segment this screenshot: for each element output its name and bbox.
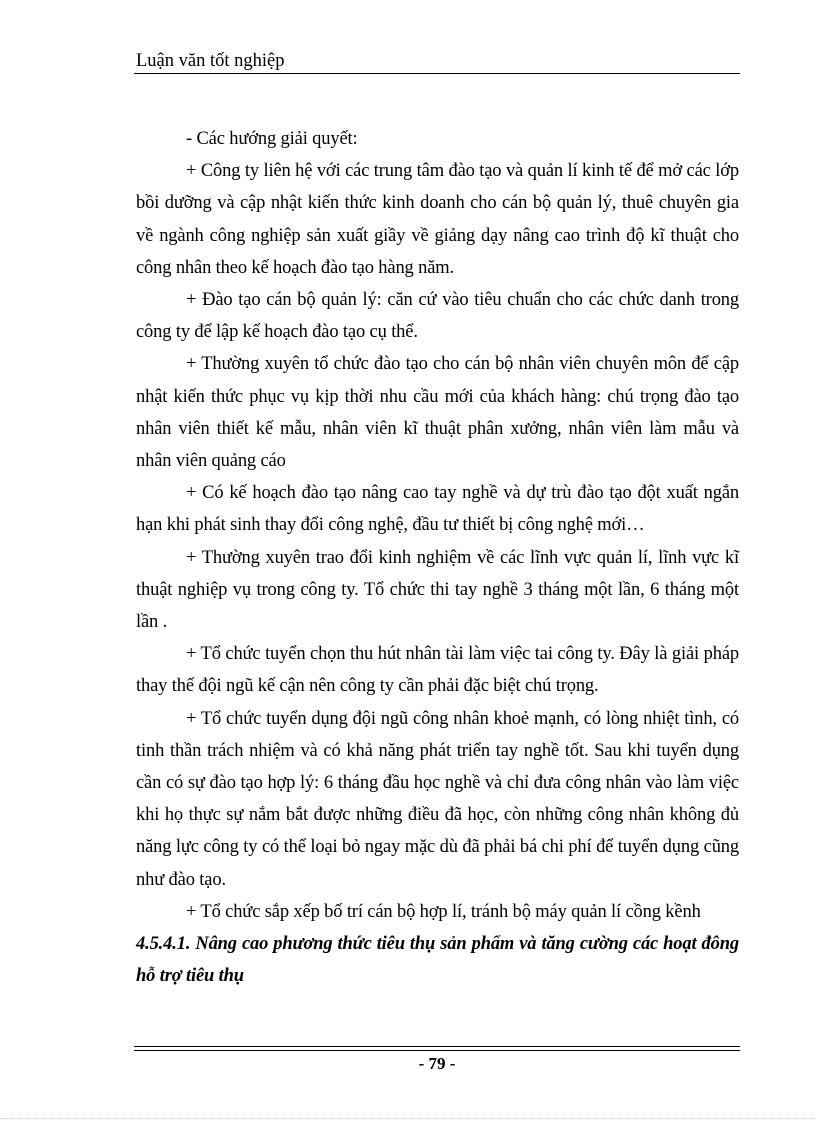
paragraph-solutions-intro: - Các hướng giải quyết: <box>186 129 358 149</box>
running-header-title: Luận văn tốt nghiệp <box>136 51 285 71</box>
paragraph-manager-training: + Đào tạo cán bộ quản lý: căn cứ vào tiêu chuẩn cho các chức danh trong công ty để lập kế hoạch đào tạo cụ thể. <box>136 290 739 343</box>
footer-rule-bottom <box>134 1050 740 1051</box>
paragraph-training-centers: + Công ty liên hệ với các trung tâm đào tạo và quản lí kinh tế để mở các lớp bồi dưỡng và cập nhật kiến thức kinh doanh cho cán bộ quản lý, thuê chuyên gia về ngành công nghiệp sản xuất giầy về giảng dạy nâng cao trình độ kĩ thuật cho công nhân theo kế hoạch đào tạo hàng năm. <box>136 161 739 278</box>
footer-rule-top <box>134 1046 740 1047</box>
paragraph-talent-recruitment: + Tổ chức tuyển chọn thu hút nhân tài làm việc tai công ty. Đây là giải pháp thay thế đội ngũ kế cận nên công ty cần phải đặc biệt chú trọng. <box>136 644 739 697</box>
page-number: - 79 - <box>418 1054 456 1073</box>
paragraph-specialist-training: + Thường xuyên tổ chức đào tạo cho cán bộ nhân viên chuyên môn để cập nhật kiến thức phục vụ kịp thời nhu cầu mới của khách hàng: chú trọng đào tạo nhân viên thiết kế mẫu, nhân viên kĩ thuật phân xưởng, nhân viên làm mẫu và nhân viên quảng cáo <box>136 354 739 472</box>
paragraph-worker-recruitment: + Tổ chức tuyển dụng đội ngũ công nhân khoẻ mạnh, có lòng nhiệt tình, có tinh thần trách nhiệm và có khả năng phát triển tay nghề tốt. Sau khi tuyển dụng cần có sự đào tạo hợp lý: 6 tháng đầu học nghề và chỉ đưa công nhân vào làm việc khi họ thực sự nắm bắt được những điều đã học, còn những công nhân không đủ năng lực công ty có thể loại bỏ ngay mặc dù đã phải bá chi phí để tuyển dụng cũng như đào tạo. <box>136 708 739 890</box>
paragraph-experience-exchange: + Thường xuyên trao đổi kinh nghiệm về các lĩnh vực quản lí, lĩnh vực kĩ thuật nghiệp vụ trong công ty. Tổ chức thi tay nghề 3 tháng một lần, 6 tháng một lần . <box>136 547 739 633</box>
section-heading: 4.5.4.1. Nâng cao phương thức tiêu thụ sản phẩm và tăng cường các hoạt đông hỗ trợ tiêu thụ <box>136 934 739 987</box>
paragraph-skill-upgrade-plan: + Có kế hoạch đào tạo nâng cao tay nghề và dự trù đào tạo đột xuất ngắn hạn khi phát sinh thay đổi công nghệ, đầu tư thiết bị công nghệ mới… <box>136 483 739 536</box>
page-bottom-edge <box>0 1118 816 1119</box>
document-body <box>136 123 739 992</box>
header-rule <box>134 73 740 74</box>
paragraph-staff-arrangement: + Tổ chức sắp xếp bố trí cán bộ hợp lí, tránh bộ máy quản lí cồng kềnh <box>186 901 701 922</box>
